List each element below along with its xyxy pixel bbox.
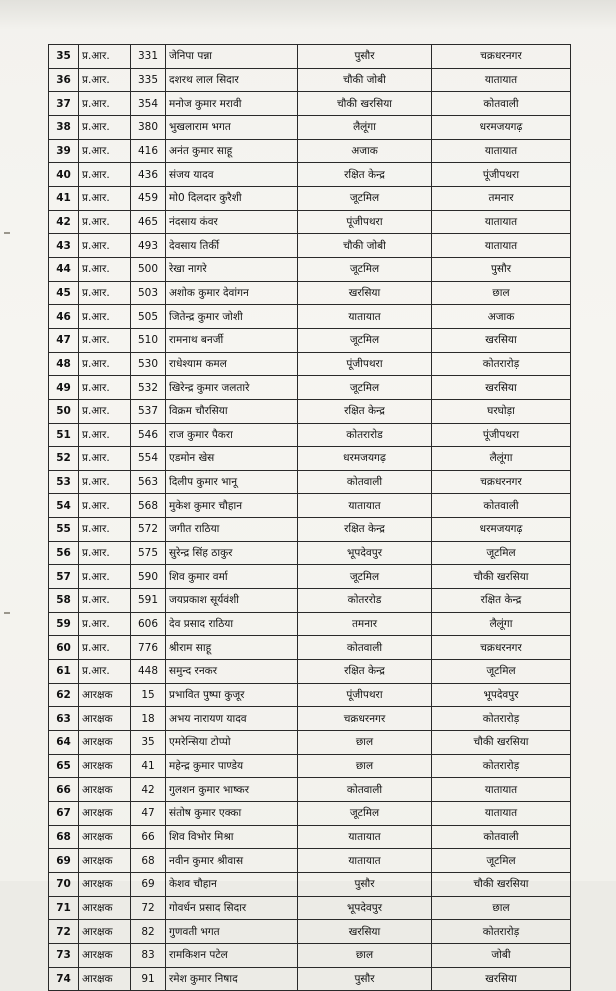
rank-cell: प्र.आर.: [79, 45, 131, 69]
current-posting-cell: पूंजीपथरा: [298, 683, 432, 707]
badge-number-cell: 335: [131, 68, 166, 92]
table-row: [49, 967, 571, 991]
rank-cell: प्र.आर.: [79, 234, 131, 258]
employee-name-cell: गोवर्धन प्रसाद सिदार: [166, 896, 298, 920]
employee-name-cell: देव प्रसाद राठिया: [166, 612, 298, 636]
new-posting-cell: कोतरारोड़: [432, 754, 571, 778]
table-row: [49, 943, 571, 967]
employee-name-cell: मुकेश कुमार चौहान: [166, 494, 298, 518]
badge-number-cell: 505: [131, 305, 166, 329]
current-posting-cell: पुसौर: [298, 45, 432, 69]
current-posting-cell: कोतरारोड: [298, 423, 432, 447]
rank-cell: आरक्षक: [79, 731, 131, 755]
serial-number-cell: 73: [49, 943, 79, 967]
table-row: [49, 518, 571, 542]
employee-name-cell: राधेश्याम कमल: [166, 352, 298, 376]
badge-number-cell: 82: [131, 920, 166, 944]
rank-cell: प्र.आर.: [79, 423, 131, 447]
new-posting-cell: धरमजयगढ़: [432, 518, 571, 542]
employee-name-cell: नंदसाय कंवर: [166, 210, 298, 234]
table-row: [49, 257, 571, 281]
new-posting-cell: लैलूंगा: [432, 612, 571, 636]
transfer-roster-table: [48, 44, 571, 991]
table-row: [49, 68, 571, 92]
table-row: [49, 612, 571, 636]
serial-number-cell: 46: [49, 305, 79, 329]
serial-number-cell: 57: [49, 565, 79, 589]
table-row: [49, 754, 571, 778]
serial-number-cell: 60: [49, 636, 79, 660]
employee-name-cell: संजय यादव: [166, 163, 298, 187]
new-posting-cell: धरमजयगढ़: [432, 115, 571, 139]
badge-number-cell: 546: [131, 423, 166, 447]
table-row: [49, 376, 571, 400]
badge-number-cell: 776: [131, 636, 166, 660]
current-posting-cell: यातायात: [298, 825, 432, 849]
serial-number-cell: 44: [49, 257, 79, 281]
table-row: [49, 423, 571, 447]
new-posting-cell: यातायात: [432, 778, 571, 802]
serial-number-cell: 37: [49, 92, 79, 116]
employee-name-cell: केशव चौहान: [166, 872, 298, 896]
employee-name-cell: खिरेन्द्र कुमार जलतारे: [166, 376, 298, 400]
current-posting-cell: जूटमिल: [298, 186, 432, 210]
current-posting-cell: तमनार: [298, 612, 432, 636]
new-posting-cell: जोबी: [432, 943, 571, 967]
table-row: [49, 920, 571, 944]
table-row: [49, 541, 571, 565]
rank-cell: आरक्षक: [79, 849, 131, 873]
employee-name-cell: दशरथ लाल सिदार: [166, 68, 298, 92]
table-row: [49, 565, 571, 589]
rank-cell: प्र.आर.: [79, 447, 131, 471]
rank-cell: प्र.आर.: [79, 494, 131, 518]
table-row: [49, 115, 571, 139]
badge-number-cell: 575: [131, 541, 166, 565]
current-posting-cell: भूपदेवपुर: [298, 896, 432, 920]
current-posting-cell: कोतवाली: [298, 778, 432, 802]
table-row: [49, 163, 571, 187]
rank-cell: आरक्षक: [79, 778, 131, 802]
table-row: [49, 92, 571, 116]
employee-name-cell: मो0 दिलदार कुरैशी: [166, 186, 298, 210]
rank-cell: प्र.आर.: [79, 612, 131, 636]
table-row: [49, 234, 571, 258]
serial-number-cell: 53: [49, 470, 79, 494]
rank-cell: आरक्षक: [79, 825, 131, 849]
rank-cell: प्र.आर.: [79, 257, 131, 281]
employee-name-cell: एमरेन्सिया टोप्पो: [166, 731, 298, 755]
rank-cell: प्र.आर.: [79, 565, 131, 589]
badge-number-cell: 448: [131, 660, 166, 684]
current-posting-cell: पुसौर: [298, 967, 432, 991]
serial-number-cell: 54: [49, 494, 79, 518]
new-posting-cell: घरघोड़ा: [432, 399, 571, 423]
employee-name-cell: रमेश कुमार निषाद: [166, 967, 298, 991]
current-posting-cell: चक्रधरनगर: [298, 707, 432, 731]
serial-number-cell: 59: [49, 612, 79, 636]
new-posting-cell: यातायात: [432, 802, 571, 826]
new-posting-cell: चौकी खरसिया: [432, 731, 571, 755]
binder-hole-mark: [4, 612, 10, 614]
roster-body: [49, 45, 571, 991]
badge-number-cell: 554: [131, 447, 166, 471]
current-posting-cell: चौकी खरसिया: [298, 92, 432, 116]
employee-name-cell: भुखलाराम भगत: [166, 115, 298, 139]
serial-number-cell: 47: [49, 328, 79, 352]
badge-number-cell: 354: [131, 92, 166, 116]
serial-number-cell: 64: [49, 731, 79, 755]
current-posting-cell: कोतवाली: [298, 470, 432, 494]
new-posting-cell: यातायात: [432, 210, 571, 234]
serial-number-cell: 74: [49, 967, 79, 991]
table-row: [49, 731, 571, 755]
badge-number-cell: 493: [131, 234, 166, 258]
badge-number-cell: 72: [131, 896, 166, 920]
employee-name-cell: जयप्रकाश सूर्यवंशी: [166, 589, 298, 613]
table-row: [49, 328, 571, 352]
new-posting-cell: चक्रधरनगर: [432, 45, 571, 69]
badge-number-cell: 68: [131, 849, 166, 873]
badge-number-cell: 563: [131, 470, 166, 494]
table-row: [49, 802, 571, 826]
page-top-shadow: [0, 0, 616, 30]
current-posting-cell: जूटमिल: [298, 565, 432, 589]
badge-number-cell: 47: [131, 802, 166, 826]
serial-number-cell: 56: [49, 541, 79, 565]
employee-name-cell: गुणवती भगत: [166, 920, 298, 944]
table-row: [49, 683, 571, 707]
employee-name-cell: अभय नारायण यादव: [166, 707, 298, 731]
badge-number-cell: 91: [131, 967, 166, 991]
new-posting-cell: चक्रधरनगर: [432, 636, 571, 660]
table-row: [49, 778, 571, 802]
serial-number-cell: 49: [49, 376, 79, 400]
new-posting-cell: छाल: [432, 281, 571, 305]
employee-name-cell: एडमोन खेस: [166, 447, 298, 471]
new-posting-cell: रक्षित केन्द्र: [432, 589, 571, 613]
serial-number-cell: 61: [49, 660, 79, 684]
current-posting-cell: अजाक: [298, 139, 432, 163]
employee-name-cell: संतोष कुमार एक्का: [166, 802, 298, 826]
current-posting-cell: जूटमिल: [298, 328, 432, 352]
new-posting-cell: यातायात: [432, 234, 571, 258]
rank-cell: आरक्षक: [79, 802, 131, 826]
badge-number-cell: 416: [131, 139, 166, 163]
serial-number-cell: 39: [49, 139, 79, 163]
badge-number-cell: 606: [131, 612, 166, 636]
rank-cell: प्र.आर.: [79, 163, 131, 187]
table-row: [49, 305, 571, 329]
serial-number-cell: 70: [49, 872, 79, 896]
badge-number-cell: 537: [131, 399, 166, 423]
rank-cell: प्र.आर.: [79, 541, 131, 565]
badge-number-cell: 35: [131, 731, 166, 755]
rank-cell: प्र.आर.: [79, 281, 131, 305]
table-row: [49, 186, 571, 210]
serial-number-cell: 63: [49, 707, 79, 731]
employee-name-cell: रामकिशन पटेल: [166, 943, 298, 967]
current-posting-cell: रक्षित केन्द्र: [298, 163, 432, 187]
rank-cell: प्र.आर.: [79, 399, 131, 423]
serial-number-cell: 69: [49, 849, 79, 873]
new-posting-cell: खरसिया: [432, 328, 571, 352]
current-posting-cell: भूपदेवपुर: [298, 541, 432, 565]
new-posting-cell: कोतवाली: [432, 92, 571, 116]
badge-number-cell: 532: [131, 376, 166, 400]
serial-number-cell: 42: [49, 210, 79, 234]
rank-cell: आरक्षक: [79, 683, 131, 707]
table-row: [49, 707, 571, 731]
new-posting-cell: चौकी खरसिया: [432, 565, 571, 589]
new-posting-cell: जूटमिल: [432, 660, 571, 684]
new-posting-cell: लैलूंगा: [432, 447, 571, 471]
current-posting-cell: रक्षित केन्द्र: [298, 518, 432, 542]
table-row: [49, 825, 571, 849]
badge-number-cell: 459: [131, 186, 166, 210]
new-posting-cell: यातायात: [432, 68, 571, 92]
new-posting-cell: भूपदेवपुर: [432, 683, 571, 707]
new-posting-cell: चक्रधरनगर: [432, 470, 571, 494]
rank-cell: प्र.आर.: [79, 660, 131, 684]
rank-cell: आरक्षक: [79, 707, 131, 731]
current-posting-cell: खरसिया: [298, 920, 432, 944]
new-posting-cell: खरसिया: [432, 376, 571, 400]
table-row: [49, 210, 571, 234]
employee-name-cell: शिव कुमार वर्मा: [166, 565, 298, 589]
serial-number-cell: 66: [49, 778, 79, 802]
rank-cell: प्र.आर.: [79, 210, 131, 234]
badge-number-cell: 591: [131, 589, 166, 613]
table-row: [49, 872, 571, 896]
serial-number-cell: 51: [49, 423, 79, 447]
new-posting-cell: कोतरारोड़: [432, 707, 571, 731]
rank-cell: प्र.आर.: [79, 115, 131, 139]
serial-number-cell: 55: [49, 518, 79, 542]
new-posting-cell: पूंजीपथरा: [432, 163, 571, 187]
rank-cell: प्र.आर.: [79, 589, 131, 613]
serial-number-cell: 40: [49, 163, 79, 187]
rank-cell: प्र.आर.: [79, 470, 131, 494]
serial-number-cell: 45: [49, 281, 79, 305]
rank-cell: प्र.आर.: [79, 518, 131, 542]
current-posting-cell: खरसिया: [298, 281, 432, 305]
new-posting-cell: चौकी खरसिया: [432, 872, 571, 896]
table-row: [49, 447, 571, 471]
badge-number-cell: 83: [131, 943, 166, 967]
serial-number-cell: 43: [49, 234, 79, 258]
serial-number-cell: 71: [49, 896, 79, 920]
employee-name-cell: प्रभावित पुष्पा कुजूर: [166, 683, 298, 707]
serial-number-cell: 68: [49, 825, 79, 849]
rank-cell: प्र.आर.: [79, 92, 131, 116]
new-posting-cell: अजाक: [432, 305, 571, 329]
new-posting-cell: पूंजीपथरा: [432, 423, 571, 447]
employee-name-cell: रेखा नागरे: [166, 257, 298, 281]
employee-name-cell: मनोज कुमार मरावी: [166, 92, 298, 116]
badge-number-cell: 572: [131, 518, 166, 542]
rank-cell: प्र.आर.: [79, 636, 131, 660]
serial-number-cell: 62: [49, 683, 79, 707]
current-posting-cell: पूंजीपथरा: [298, 210, 432, 234]
serial-number-cell: 52: [49, 447, 79, 471]
new-posting-cell: खरसिया: [432, 967, 571, 991]
current-posting-cell: यातायात: [298, 494, 432, 518]
rank-cell: प्र.आर.: [79, 328, 131, 352]
current-posting-cell: यातायात: [298, 849, 432, 873]
new-posting-cell: छाल: [432, 896, 571, 920]
table-row: [49, 139, 571, 163]
employee-name-cell: दिलीप कुमार भानू: [166, 470, 298, 494]
employee-name-cell: महेन्द्र कुमार पाण्डेय: [166, 754, 298, 778]
badge-number-cell: 510: [131, 328, 166, 352]
rank-cell: प्र.आर.: [79, 186, 131, 210]
serial-number-cell: 50: [49, 399, 79, 423]
employee-name-cell: अशोक कुमार देवांगन: [166, 281, 298, 305]
serial-number-cell: 48: [49, 352, 79, 376]
rank-cell: आरक्षक: [79, 920, 131, 944]
current-posting-cell: छाल: [298, 754, 432, 778]
current-posting-cell: पुसौर: [298, 872, 432, 896]
binder-hole-mark: [4, 232, 10, 234]
current-posting-cell: धरमजयगढ़: [298, 447, 432, 471]
current-posting-cell: जूटमिल: [298, 802, 432, 826]
table-row: [49, 636, 571, 660]
new-posting-cell: पुसौर: [432, 257, 571, 281]
serial-number-cell: 36: [49, 68, 79, 92]
employee-name-cell: जेनिपा पन्ना: [166, 45, 298, 69]
table-row: [49, 896, 571, 920]
current-posting-cell: छाल: [298, 731, 432, 755]
badge-number-cell: 42: [131, 778, 166, 802]
badge-number-cell: 500: [131, 257, 166, 281]
table-row: [49, 470, 571, 494]
employee-name-cell: शिव विभोर मिश्रा: [166, 825, 298, 849]
current-posting-cell: छाल: [298, 943, 432, 967]
current-posting-cell: लैलूंगा: [298, 115, 432, 139]
employee-name-cell: अनंत कुमार साहू: [166, 139, 298, 163]
rank-cell: प्र.आर.: [79, 376, 131, 400]
serial-number-cell: 38: [49, 115, 79, 139]
badge-number-cell: 15: [131, 683, 166, 707]
new-posting-cell: कोतरारोड़: [432, 920, 571, 944]
badge-number-cell: 530: [131, 352, 166, 376]
rank-cell: आरक्षक: [79, 754, 131, 778]
badge-number-cell: 18: [131, 707, 166, 731]
rank-cell: आरक्षक: [79, 872, 131, 896]
rank-cell: प्र.आर.: [79, 305, 131, 329]
table-row: [49, 399, 571, 423]
new-posting-cell: कोतवाली: [432, 494, 571, 518]
table-row: [49, 352, 571, 376]
employee-name-cell: श्रीराम साहू: [166, 636, 298, 660]
table-row: [49, 281, 571, 305]
current-posting-cell: रक्षित केन्द्र: [298, 660, 432, 684]
new-posting-cell: तमनार: [432, 186, 571, 210]
table-row: [49, 494, 571, 518]
badge-number-cell: 331: [131, 45, 166, 69]
badge-number-cell: 41: [131, 754, 166, 778]
badge-number-cell: 503: [131, 281, 166, 305]
rank-cell: आरक्षक: [79, 943, 131, 967]
table-row: [49, 589, 571, 613]
rank-cell: आरक्षक: [79, 896, 131, 920]
employee-name-cell: जितेन्द्र कुमार जोशी: [166, 305, 298, 329]
badge-number-cell: 69: [131, 872, 166, 896]
current-posting-cell: रक्षित केन्द्र: [298, 399, 432, 423]
current-posting-cell: जूटमिल: [298, 376, 432, 400]
current-posting-cell: चौकी जोबी: [298, 68, 432, 92]
employee-name-cell: रामनाथ बनर्जी: [166, 328, 298, 352]
employee-name-cell: जगीत राठिया: [166, 518, 298, 542]
badge-number-cell: 66: [131, 825, 166, 849]
current-posting-cell: यातायात: [298, 305, 432, 329]
new-posting-cell: जूटमिल: [432, 541, 571, 565]
new-posting-cell: जूटमिल: [432, 849, 571, 873]
employee-name-cell: सुरेन्द्र सिंह ठाकुर: [166, 541, 298, 565]
current-posting-cell: पूंजीपथरा: [298, 352, 432, 376]
serial-number-cell: 65: [49, 754, 79, 778]
new-posting-cell: यातायात: [432, 139, 571, 163]
employee-name-cell: देवसाय तिर्की: [166, 234, 298, 258]
employee-name-cell: नवीन कुमार श्रीवास: [166, 849, 298, 873]
employee-name-cell: विक्रम चौरसिया: [166, 399, 298, 423]
new-posting-cell: कोतरारोड़: [432, 352, 571, 376]
new-posting-cell: कोतवाली: [432, 825, 571, 849]
badge-number-cell: 436: [131, 163, 166, 187]
employee-name-cell: गुलशन कुमार भाष्कर: [166, 778, 298, 802]
badge-number-cell: 590: [131, 565, 166, 589]
table-row: [49, 849, 571, 873]
table-row: [49, 660, 571, 684]
serial-number-cell: 67: [49, 802, 79, 826]
employee-name-cell: राज कुमार पैकरा: [166, 423, 298, 447]
rank-cell: प्र.आर.: [79, 68, 131, 92]
rank-cell: आरक्षक: [79, 967, 131, 991]
serial-number-cell: 72: [49, 920, 79, 944]
rank-cell: प्र.आर.: [79, 352, 131, 376]
serial-number-cell: 35: [49, 45, 79, 69]
badge-number-cell: 380: [131, 115, 166, 139]
current-posting-cell: कोतवाली: [298, 636, 432, 660]
employee-name-cell: समुन्द रनकर: [166, 660, 298, 684]
badge-number-cell: 465: [131, 210, 166, 234]
current-posting-cell: जूटमिल: [298, 257, 432, 281]
serial-number-cell: 41: [49, 186, 79, 210]
current-posting-cell: कोतररोड: [298, 589, 432, 613]
table-row: [49, 45, 571, 69]
serial-number-cell: 58: [49, 589, 79, 613]
current-posting-cell: चौकी जोबी: [298, 234, 432, 258]
rank-cell: प्र.आर.: [79, 139, 131, 163]
badge-number-cell: 568: [131, 494, 166, 518]
